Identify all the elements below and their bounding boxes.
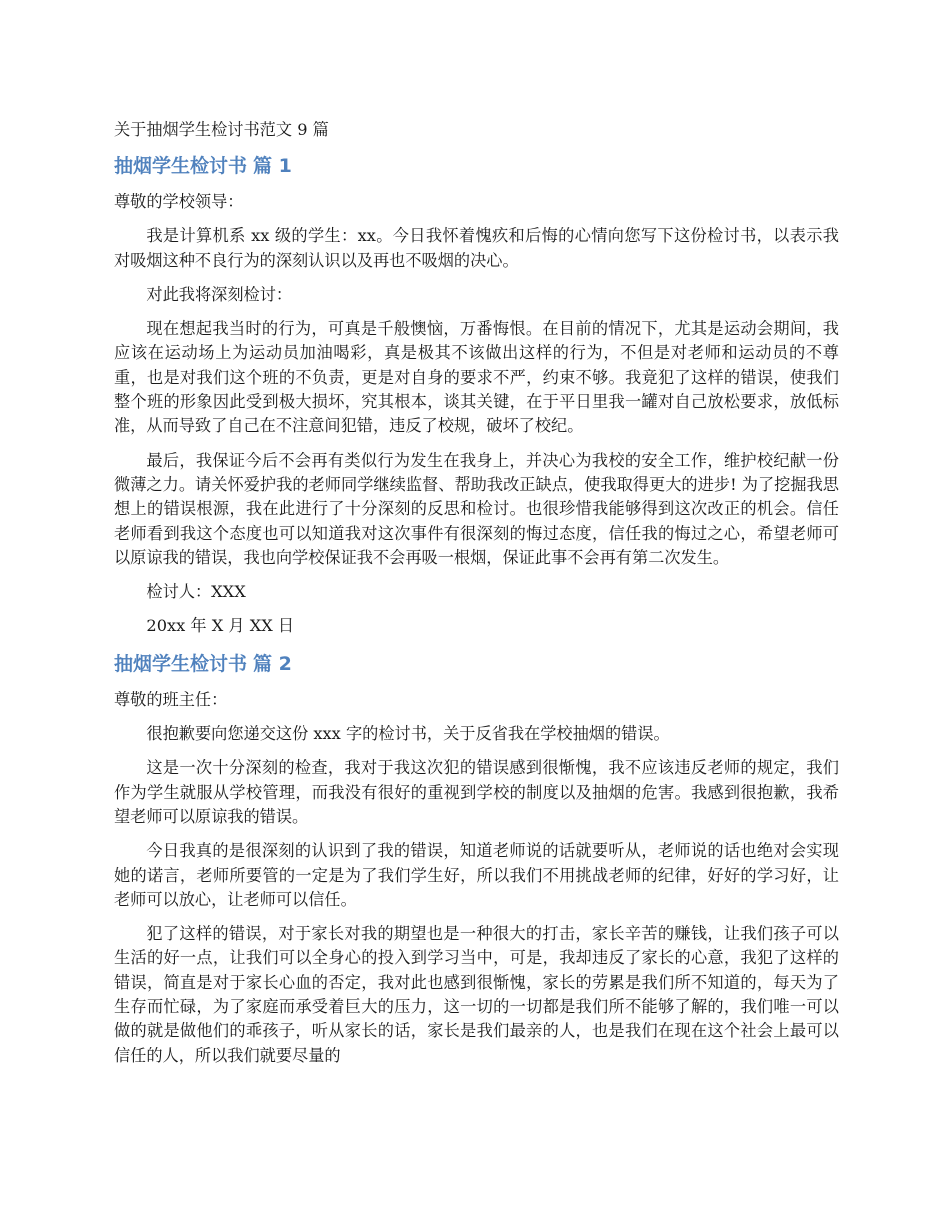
paragraph: 最后，我保证今后不会再有类似行为发生在我身上，并决心为我校的安全工作，维护校纪献一份微薄之力。请关怀爱护我的老师同学继续监督、帮助我改正缺点，使我取得更大的进步! 为了挖掘我思想上的错误根源，我在此进行了十分深刻的反思和检讨。也很珍惜我能够得到这次改正的机会。信任老师看到我这个态度也可以知道我对这次事件有很深刻的悔过态度，信任我的悔过之心，希望老师可以原谅我的错误，我也向学校保证我不会再吸一根烟，保证此事不会再有第二次发生。 [114, 450, 839, 567]
paragraph: 很抱歉要向您递交这份 xxx 字的检讨书，关于反省我在学校抽烟的错误。 [146, 724, 670, 744]
section-heading-text: 抽烟学生检讨书 [114, 155, 248, 177]
date-line: 20xx 年 X 月 XX 日 [146, 616, 295, 636]
document-page [114, 117, 839, 1078]
section-2 [114, 649, 839, 1068]
paragraph: 我是计算机系 xx 级的学生：xx。今日我怀着愧疚和后悔的心情向您写下这份检讨书，以表示我对吸烟这种不良行为的深刻认识以及再也不吸烟的决心。 [114, 226, 839, 270]
salutation: 尊敬的学校领导： [114, 192, 244, 211]
salutation: 尊敬的班主任： [114, 689, 228, 709]
section-heading [114, 151, 839, 181]
section-1 [114, 151, 839, 639]
paragraph: 犯了这样的错误，对于家长对我的期望也是一种很大的打击，家长辛苦的赚钱，让我们孩子可以生活的好一点，让我们可以全身心的投入到学习当中，可是，我却违反了家长的心意，我犯了这样的错误，简直是对于家长心血的否定，我对此也感到很惭愧，家长的劳累是我们所不知道的，每天为了生存而忙碌，为了家庭而承受着巨大的压力，这一切的一切都是我们所不能够了解的，我们唯一可以做的就是做他们的乖孩子，听从家长的话，家长是我们最亲的人，也是我们在现在这个社会上最可以信任的人，所以我们就要尽量的 [114, 924, 839, 1065]
paragraph: 今日我真的是很深刻的认识到了我的错误，知道老师说的话就要听从，老师说的话也绝对会实现她的诺言，老师所要管的一定是为了我们学生好，所以我们不用挑战老师的纪律，好好的学习好，让老师可以放心，让老师可以信任。 [114, 841, 839, 909]
section-part-label: 篇 2 [253, 652, 292, 675]
signer-line: 检讨人：XXX [146, 582, 246, 602]
section-heading [114, 649, 839, 679]
document-title: 关于抽烟学生检讨书范文 9 篇 [114, 120, 329, 139]
paragraph: 这是一次十分深刻的检查，我对于我这次犯的错误感到很惭愧，我不应该违反老师的规定，我们作为学生就服从学校管理，而我没有很好的重视到学校的制度以及抽烟的危害。我感到很抱歉，我希望老师可以原谅我的错误。 [114, 758, 839, 826]
section-part-label: 篇 1 [253, 155, 292, 177]
paragraph: 现在想起我当时的行为，可真是千般懊恼，万番悔恨。在目前的情况下，尤其是运动会期间，我应该在运动场上为运动员加油喝彩，真是极其不该做出这样的行为，不但是对老师和运动员的不尊重，也是对我们这个班的不负责，更是对自身的要求不严，约束不够。我竟犯了这样的错误，使我们整个班的形象因此受到极大损坏，究其根本，谈其关键，在于平日里我一罐对自己放松要求，放低标准，从而导致了自己在不注意间犯错，违反了校规，破坏了校纪。 [114, 319, 839, 436]
section-heading-text: 抽烟学生检讨书 [114, 652, 248, 675]
paragraph: 对此我将深刻检讨： [146, 284, 293, 304]
